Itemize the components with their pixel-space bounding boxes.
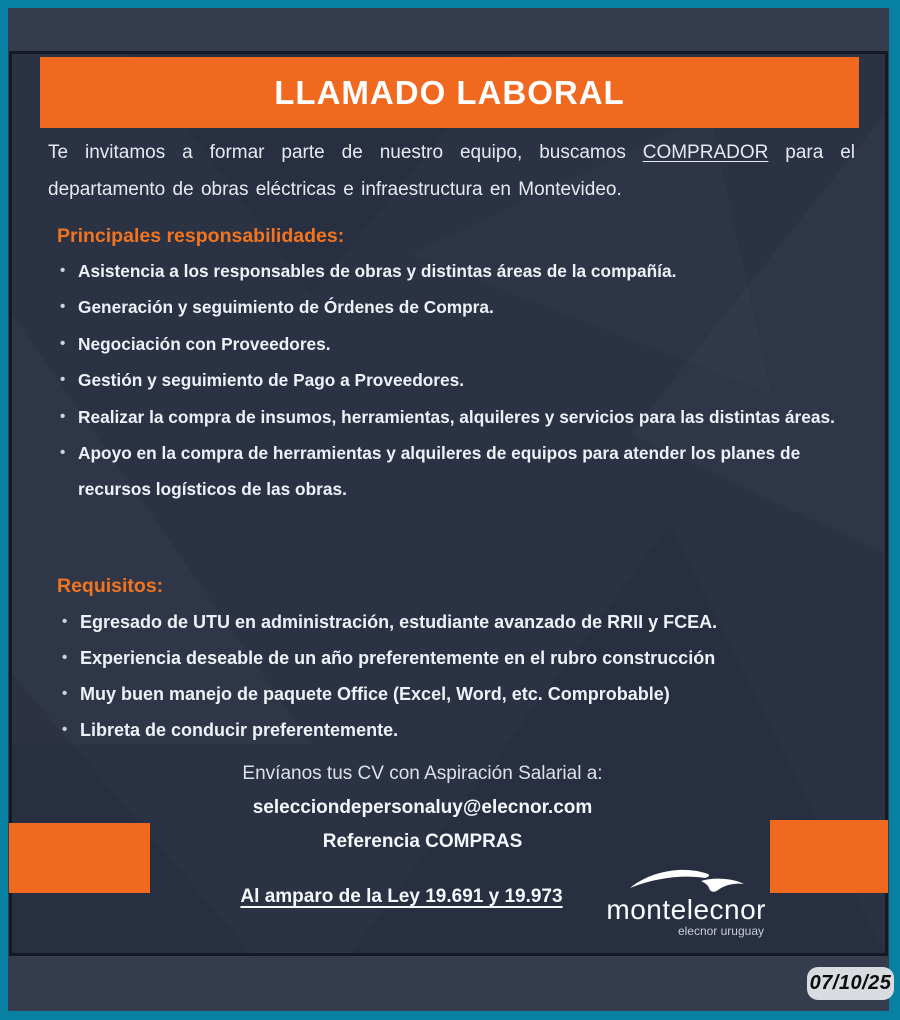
cv-instruction: Envíanos tus CV con Aspiración Salarial a: bbox=[242, 762, 603, 784]
list-item: • Asistencia a los responsables de obras y distintas áreas de la compañía. bbox=[78, 253, 857, 289]
header-banner bbox=[40, 57, 859, 128]
list-item: • Gestión y seguimiento de Pago a Proveedores. bbox=[78, 362, 857, 398]
list-item: • Realizar la compra de insumos, herramientas, alquileres y servicios para las distintas áreas. bbox=[78, 399, 857, 435]
responsibilities-heading: Principales responsabilidades: bbox=[57, 225, 345, 247]
list-item: • Muy buen manejo de paquete Office (Excel, Word, etc. Comprobable) bbox=[80, 676, 857, 712]
intro-text-post: para el departamento de obras eléctricas e infraestructura en Montevideo. bbox=[48, 142, 856, 200]
montelecnor-logo bbox=[604, 866, 766, 938]
flyer-inner-background bbox=[8, 8, 889, 1011]
flyer-card bbox=[9, 51, 888, 956]
reference-line: Referencia COMPRAS bbox=[322, 830, 523, 852]
requirements-list bbox=[12, 604, 857, 748]
list-item: • Egresado de UTU en administración, estudiante avanzado de RRII y FCEA. bbox=[80, 604, 857, 640]
list-item: • Apoyo en la compra de herramientas y alquileres de equipos para atender los planes de recursos logísticos de las obras. bbox=[78, 435, 857, 508]
logo-wordmark: montelecnor bbox=[606, 894, 766, 925]
email-address: selecciondepersonaluy@elecnor.com bbox=[252, 796, 593, 818]
list-item: • Generación y seguimiento de Órdenes de Compra. bbox=[78, 289, 857, 325]
logo-tagline: elecnor uruguay bbox=[677, 924, 764, 938]
responsibilities-list bbox=[12, 253, 857, 508]
intro-text-pre: Te invitamos a formar parte de nuestro equipo, buscamos bbox=[48, 142, 643, 163]
requirements-heading: Requisitos: bbox=[57, 574, 164, 597]
role-name: COMPRADOR bbox=[642, 142, 769, 163]
law-notice: Al amparo de la Ley 19.691 y 19.973 bbox=[240, 885, 563, 907]
intro-paragraph bbox=[48, 134, 855, 208]
date-badge: 07/10/25 bbox=[807, 967, 894, 1000]
orange-accent-left bbox=[9, 823, 150, 893]
list-item: • Negociación con Proveedores. bbox=[78, 326, 857, 362]
page-title: LLAMADO LABORAL bbox=[274, 73, 625, 111]
list-item: • Experiencia deseable de un año preferentemente en el rubro construcción bbox=[80, 640, 857, 676]
list-item: • Libreta de conducir preferentemente. bbox=[80, 712, 857, 748]
orange-accent-right bbox=[770, 820, 888, 893]
